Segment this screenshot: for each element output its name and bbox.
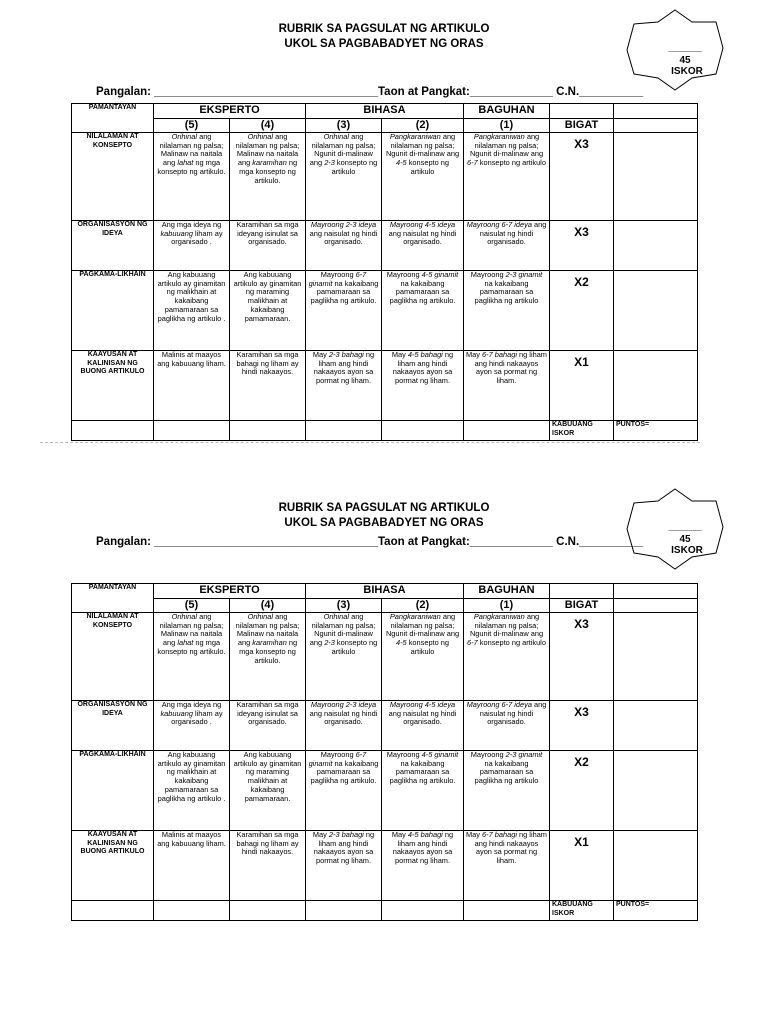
descriptor-cell [306, 701, 382, 751]
descriptor-text: liham ay organisado . [171, 228, 223, 247]
descriptor-text: ng mga konsepto ng artikulo. [239, 638, 298, 665]
descriptor-cell [382, 701, 464, 751]
score-entry-cell[interactable] [614, 133, 698, 221]
descriptor-text: ng liham ang hindi nakaayos ayon sa pormat ng liham. [392, 830, 454, 866]
descriptor-emphasis: 2-3 [324, 638, 335, 648]
descriptor-text: ang nilalaman ng palsa; Ngunit di-malinaw ang [469, 132, 544, 159]
descriptor-text: konsepto ng artikulo [477, 638, 546, 648]
level-bihasa: BIHASA [306, 584, 464, 599]
descriptor-emphasis: Orihinal [247, 612, 274, 621]
descriptor-text: Mayroong [386, 270, 422, 279]
descriptor-cell [464, 271, 550, 351]
score-total: 45 [679, 55, 691, 66]
score-total: 45 [679, 534, 691, 545]
descriptor-emphasis: Pangkaraniwan [389, 132, 441, 141]
descriptor-cell [306, 751, 382, 831]
descriptor-emphasis: 6-7 bahagi [482, 830, 517, 839]
score-blank: ______ [668, 42, 702, 53]
descriptor-emphasis: 2-3 ginamit [505, 750, 543, 759]
points-4: (4) [230, 119, 306, 133]
rubric-table [71, 103, 698, 441]
descriptor-emphasis: Orihinal [247, 132, 274, 141]
score-label: ISKOR [671, 66, 703, 77]
level-baguhan: BAGUHAN [464, 104, 550, 119]
descriptor-emphasis: 2-3 [324, 158, 335, 168]
descriptor-cell [230, 221, 306, 271]
level-baguhan: BAGUHAN [464, 584, 550, 599]
descriptor-text: ng mga konsepto ng artikulo. [239, 158, 298, 185]
rubric-row [72, 751, 698, 831]
criterion-label: NILALAMAN AT KONSEPTO [72, 613, 154, 701]
descriptor-emphasis: 6-7 [467, 638, 478, 648]
criteria-header: PAMANTAYAN [72, 584, 154, 613]
descriptor-text: Mayroong [386, 750, 422, 759]
descriptor-cell [382, 133, 464, 221]
level-eksperto: EKSPERTO [154, 104, 306, 119]
descriptor-emphasis: Orihinal [323, 132, 350, 141]
descriptor-text: konsepto ng artikulo [406, 158, 449, 176]
descriptor-emphasis: 4-5 [395, 158, 407, 168]
descriptor-cell [382, 751, 464, 831]
descriptor-emphasis: Mayroong 2-3 ideya [310, 700, 377, 709]
rubric-row [72, 351, 698, 421]
descriptor-text: Mayroong [320, 270, 356, 279]
descriptor-cell [382, 613, 464, 701]
descriptor-text: ang nilalaman ng palsa; Malinaw na naitala ang [235, 132, 300, 168]
weight-header: BIGAT [550, 119, 614, 133]
descriptor-cell [230, 701, 306, 751]
rubric-copy-1 [0, 0, 768, 442]
points-label[interactable]: PUNTOS= [614, 421, 698, 441]
descriptor-emphasis: Mayroong 2-3 ideya [310, 220, 377, 229]
points-3: (3) [306, 119, 382, 133]
descriptor-text: Malinis at maayos ang kabuuang liham. [157, 830, 226, 848]
descriptor-cell [154, 751, 230, 831]
weight-multiplier: X3 [550, 701, 614, 751]
descriptor-cell [464, 221, 550, 271]
descriptor-text: Karamihan sa mga ideyang isinulat sa organisado. [236, 220, 299, 247]
descriptor-text: ang naisulat ng hindi organisado. [479, 220, 547, 247]
criteria-header: PAMANTAYAN [72, 104, 154, 133]
score-label: ISKOR [671, 545, 703, 556]
criterion-label: KAAYUSAN AT KALINISAN NG BUONG ARTIKULO [72, 351, 154, 421]
criterion-label: KAAYUSAN AT KALINISAN NG BUONG ARTIKULO [72, 831, 154, 901]
descriptor-text: Ang kabuuang artikulo ay ginamitan ng malikhain at kakaibang pamamaraan sa paglikha ng artikulo . [157, 270, 226, 323]
descriptor-emphasis: Pangkaraniwan [389, 612, 441, 621]
descriptor-cell [230, 351, 306, 421]
descriptor-emphasis: karamihan [252, 638, 287, 648]
descriptor-cell [382, 221, 464, 271]
rubric-row [72, 831, 698, 901]
descriptor-text: Ang kabuuang artikulo ay ginamitan ng maraming malikhain at kakaibang pamamaraan. [233, 750, 302, 803]
score-entry-cell[interactable] [614, 751, 698, 831]
descriptor-text: ng mga konsepto ng artikulo. [157, 158, 226, 176]
descriptor-text: ang naisulat ng hindi organisado. [479, 700, 547, 727]
descriptor-text: Mayroong [320, 750, 356, 759]
weight-multiplier: X3 [550, 133, 614, 221]
rubric-row [72, 271, 698, 351]
descriptor-text: ang nilalaman ng palsa; Ngunit di-malinaw ang [469, 612, 544, 639]
descriptor-emphasis: Pangkaraniwan [473, 132, 525, 141]
descriptor-emphasis: 4-5 ginamit [421, 750, 459, 759]
descriptor-emphasis: kabuuang [160, 708, 193, 718]
points-5: (5) [154, 599, 230, 613]
descriptor-text: May [312, 350, 329, 359]
descriptor-emphasis: Mayroong 4-5 ideya [389, 700, 456, 709]
rubric-copy-2 [0, 479, 768, 921]
descriptor-emphasis: Mayroong 6-7 ideya [466, 700, 532, 709]
weight-multiplier: X3 [550, 221, 614, 271]
points-3: (3) [306, 599, 382, 613]
rubric-row [72, 133, 698, 221]
descriptor-text: Ang mga ideya ng [161, 220, 222, 229]
title-line-1: RUBRIK SA PAGSULAT NG ARTIKULO [278, 502, 490, 514]
name-field-line[interactable]: Pangalan: ___________________________________Taon at Pangkat:_____________ C.N.__________ [96, 86, 644, 98]
points-label[interactable]: PUNTOS= [614, 901, 698, 921]
descriptor-text: ang nilalaman ng palsa; Malinaw na naitala ang [159, 132, 224, 168]
descriptor-emphasis: 6-7 ginamit [308, 270, 367, 288]
descriptor-text: Karamihan sa mga bahagi ng liham ay hindi nakaayos. [236, 830, 299, 857]
descriptor-text: ang naisulat ng hindi organisado. [388, 228, 457, 247]
descriptor-text: Mayroong [470, 750, 506, 759]
descriptor-text: ang naisulat ng hindi organisado. [309, 228, 378, 247]
descriptor-emphasis: Mayroong 6-7 ideya [466, 220, 532, 229]
descriptor-text: ng liham ang hindi nakaayos ayon sa pormat ng liham. [313, 830, 375, 866]
descriptor-cell [382, 831, 464, 901]
cut-line [40, 442, 700, 443]
descriptor-emphasis: 4-5 ginamit [421, 270, 459, 279]
points-2: (2) [382, 119, 464, 133]
descriptor-cell [464, 133, 550, 221]
score-entry-cell[interactable] [614, 831, 698, 901]
total-score-label: KABUUANG ISKOR [550, 901, 614, 921]
points-1: (1) [464, 119, 550, 133]
descriptor-text: Ang kabuuang artikulo ay ginamitan ng malikhain at kakaibang pamamaraan sa paglikha ng artikulo . [157, 750, 226, 803]
descriptor-emphasis: 2-3 bahagi [328, 830, 364, 839]
descriptor-cell [154, 701, 230, 751]
descriptor-cell [464, 751, 550, 831]
descriptor-emphasis: Pangkaraniwan [473, 612, 525, 621]
descriptor-text: ang naisulat ng hindi organisado. [309, 708, 378, 727]
descriptor-text: Karamihan sa mga bahagi ng liham ay hindi nakaayos. [236, 350, 299, 377]
level-eksperto: EKSPERTO [154, 584, 306, 599]
descriptor-text: Karamihan sa mga ideyang isinulat sa organisado. [236, 700, 299, 727]
criterion-label: PAGKAMA-LIKHAIN [72, 751, 154, 831]
descriptor-text: May [391, 350, 408, 359]
score-blank: ______ [668, 521, 702, 532]
descriptor-text: na kakaibang pamamaraan sa paglikha ng artikulo. [310, 758, 379, 786]
rubric-row [72, 701, 698, 751]
descriptor-cell [230, 831, 306, 901]
descriptor-text: ang nilalaman ng palsa; Ngunit di-malinaw ang [309, 612, 376, 648]
descriptor-cell [154, 133, 230, 221]
descriptor-text: ang nilalaman ng palsa; Ngunit di-malinaw ang [309, 132, 376, 168]
descriptor-text: Malinis at maayos ang kabuuang liham. [157, 350, 226, 368]
descriptor-cell [154, 831, 230, 901]
descriptor-cell [464, 701, 550, 751]
descriptor-cell [230, 271, 306, 351]
descriptor-emphasis: 4-5 bahagi [407, 350, 443, 359]
descriptor-text: ng liham ang hindi nakaayos ayon sa pormat ng liham. [313, 350, 375, 386]
descriptor-emphasis: 4-5 bahagi [407, 830, 443, 839]
title-line-1: RUBRIK SA PAGSULAT NG ARTIKULO [278, 23, 490, 35]
descriptor-text: May [466, 830, 483, 839]
descriptor-text: na kakaibang pamamaraan sa paglikha ng artikulo [474, 758, 539, 786]
descriptor-emphasis: lahat [177, 638, 194, 648]
weight-multiplier: X2 [550, 271, 614, 351]
score-entry-cell[interactable] [614, 351, 698, 421]
title-line-2: UKOL SA PAGBABADYET NG ORAS [284, 38, 484, 50]
descriptor-emphasis: karamihan [252, 158, 287, 168]
descriptor-text: May [391, 830, 408, 839]
descriptor-emphasis: Orihinal [171, 132, 198, 141]
rubric-row [72, 221, 698, 271]
descriptor-text: na kakaibang pamamaraan sa paglikha ng artikulo. [389, 278, 456, 306]
descriptor-text: ng mga konsepto ng artikulo. [157, 638, 226, 656]
descriptor-cell [382, 271, 464, 351]
descriptor-cell [306, 133, 382, 221]
descriptor-text: na kakaibang pamamaraan sa paglikha ng artikulo. [389, 758, 456, 786]
descriptor-cell [306, 351, 382, 421]
descriptor-emphasis: lahat [177, 158, 194, 168]
descriptor-text: Ang kabuuang artikulo ay ginamitan ng maraming malikhain at kakaibang pamamaraan. [233, 270, 302, 323]
descriptor-cell [154, 221, 230, 271]
criterion-label: NILALAMAN AT KONSEPTO [72, 133, 154, 221]
descriptor-emphasis: 2-3 ginamit [505, 270, 543, 279]
weight-multiplier: X2 [550, 751, 614, 831]
descriptor-cell [230, 751, 306, 831]
weight-multiplier: X1 [550, 351, 614, 421]
descriptor-emphasis: kabuuang [160, 228, 193, 238]
score-entry-cell[interactable] [614, 221, 698, 271]
descriptor-emphasis: Orihinal [323, 612, 350, 621]
title-line-2: UKOL SA PAGBABADYET NG ORAS [284, 517, 484, 529]
descriptor-cell [154, 271, 230, 351]
descriptor-text: ng liham ang hindi nakaayos ayon sa pormat ng liham. [474, 830, 547, 866]
criterion-label: PAGKAMA-LIKHAIN [72, 271, 154, 351]
descriptor-text: May [312, 830, 329, 839]
descriptor-emphasis: 6-7 [467, 158, 478, 168]
descriptor-cell [306, 271, 382, 351]
level-bihasa: BIHASA [306, 104, 464, 119]
descriptor-text: ang naisulat ng hindi organisado. [388, 708, 457, 727]
descriptor-text: May [466, 350, 483, 359]
descriptor-text: Ang mga ideya ng [161, 700, 222, 709]
score-entry-cell[interactable] [614, 613, 698, 701]
descriptor-text: ng liham ang hindi nakaayos ayon sa pormat ng liham. [474, 350, 547, 386]
descriptor-text: konsepto ng artikulo [331, 158, 378, 176]
weight-multiplier: X1 [550, 831, 614, 901]
descriptor-emphasis: 6-7 bahagi [482, 350, 517, 359]
descriptor-text: konsepto ng artikulo [477, 158, 546, 168]
descriptor-cell [306, 221, 382, 271]
rubric-row [72, 613, 698, 701]
descriptor-text: ang nilalaman ng palsa; Malinaw na naitala ang [235, 612, 300, 648]
descriptor-text: ang nilalaman ng palsa; Malinaw na naitala ang [159, 612, 224, 648]
score-entry-cell[interactable] [614, 701, 698, 751]
descriptor-cell [230, 133, 306, 221]
descriptor-text: konsepto ng artikulo [406, 638, 449, 656]
descriptor-cell [464, 351, 550, 421]
descriptor-cell [382, 351, 464, 421]
descriptor-cell [154, 351, 230, 421]
descriptor-cell [306, 831, 382, 901]
rubric-table [71, 583, 698, 921]
total-score-label: KABUUANG ISKOR [550, 421, 614, 441]
descriptor-text: ng liham ang hindi nakaayos ayon sa pormat ng liham. [392, 350, 454, 386]
descriptor-cell [230, 613, 306, 701]
points-5: (5) [154, 119, 230, 133]
points-4: (4) [230, 599, 306, 613]
descriptor-cell [464, 613, 550, 701]
criterion-label: ORGANISASYON NG IDEYA [72, 221, 154, 271]
points-2: (2) [382, 599, 464, 613]
descriptor-text: na kakaibang pamamaraan sa paglikha ng artikulo. [310, 278, 379, 306]
descriptor-emphasis: 6-7 ginamit [308, 750, 367, 768]
descriptor-emphasis: Mayroong 4-5 ideya [389, 220, 456, 229]
weight-multiplier: X3 [550, 613, 614, 701]
descriptor-text: ang nilalaman ng palsa; Ngunit di-malinaw ang [385, 132, 460, 159]
name-field-line[interactable]: Pangalan: ___________________________________Taon at Pangkat:_____________ C.N.__________ [96, 536, 644, 548]
descriptor-text: konsepto ng artikulo [331, 638, 378, 656]
descriptor-emphasis: 2-3 bahagi [328, 350, 364, 359]
descriptor-text: liham ay organisado . [171, 708, 223, 727]
descriptor-emphasis: Orihinal [171, 612, 198, 621]
criterion-label: ORGANISASYON NG IDEYA [72, 701, 154, 751]
descriptor-text: ang nilalaman ng palsa; Ngunit di-malinaw ang [385, 612, 460, 639]
descriptor-emphasis: 4-5 [395, 638, 407, 648]
points-1: (1) [464, 599, 550, 613]
score-entry-cell[interactable] [614, 271, 698, 351]
descriptor-text: na kakaibang pamamaraan sa paglikha ng artikulo [474, 278, 539, 306]
descriptor-cell [154, 613, 230, 701]
descriptor-text: Mayroong [470, 270, 506, 279]
descriptor-cell [306, 613, 382, 701]
weight-header: BIGAT [550, 599, 614, 613]
descriptor-cell [464, 831, 550, 901]
